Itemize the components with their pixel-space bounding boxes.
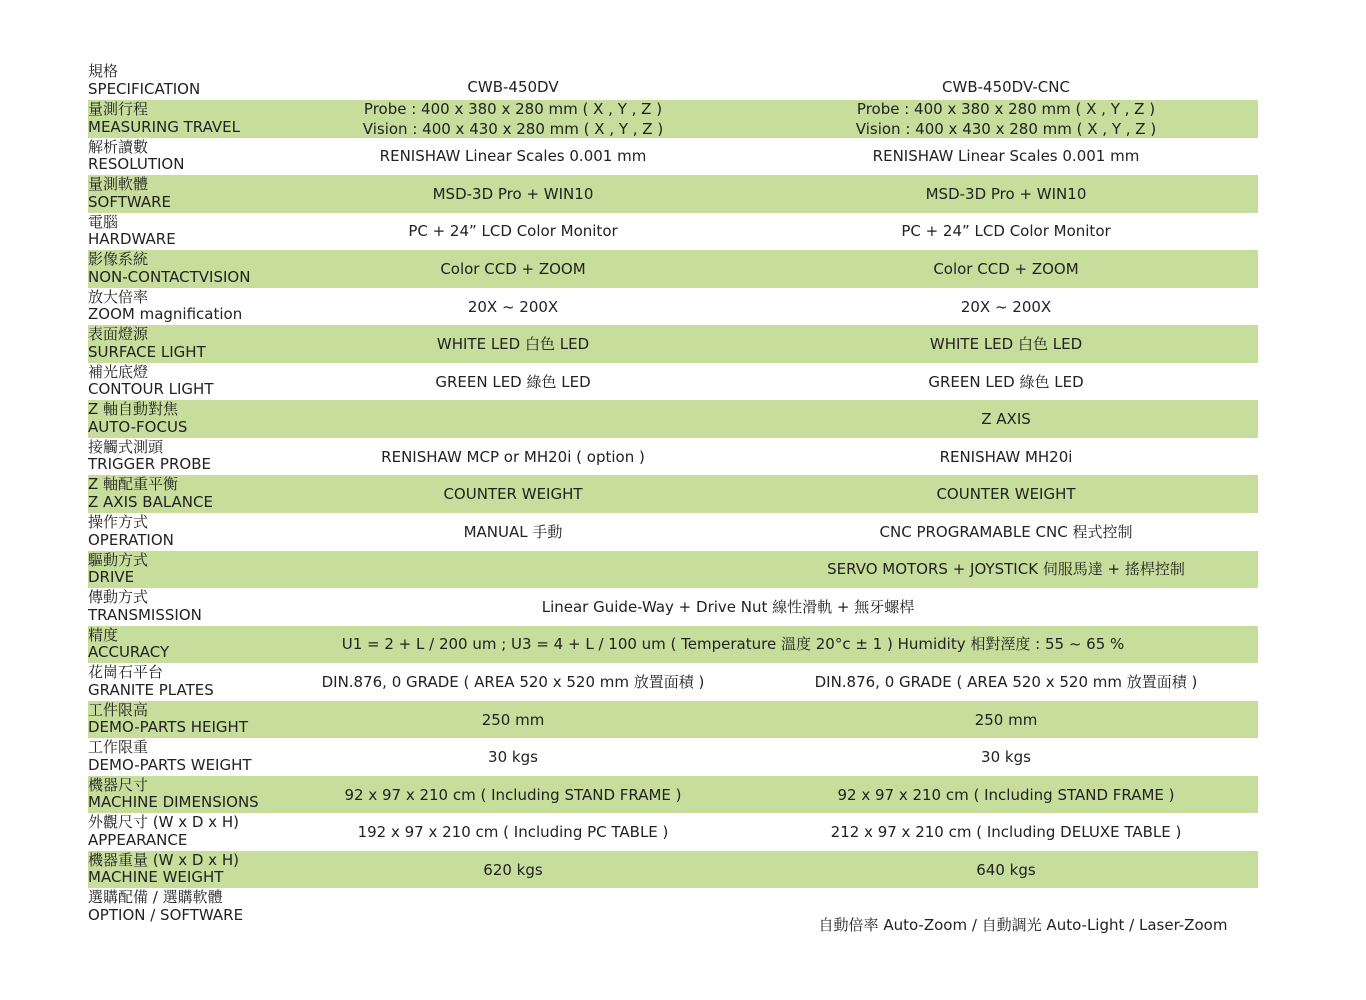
label-zh: 規格 xyxy=(88,62,119,80)
label-en: AUTO-FOCUS xyxy=(88,417,188,436)
label-zh: 放大倍率 xyxy=(88,287,149,306)
label-zh: 工件限高 xyxy=(88,700,149,719)
label-en: HARDWARE xyxy=(88,230,176,249)
table-row xyxy=(88,288,1258,326)
spec-value-model-1 xyxy=(278,138,748,176)
table-row xyxy=(88,100,1258,138)
row-label xyxy=(88,100,278,138)
label-zh: 選購配備 / 選購軟體 xyxy=(88,888,223,907)
spec-value-model-1 xyxy=(278,813,748,851)
row-label xyxy=(88,175,278,213)
spec-line: 212 x 97 x 210 cm ( Including DELUXE TABLE ) xyxy=(830,823,1182,842)
spec-line: PC + 24” LCD Color Monitor xyxy=(901,222,1111,241)
label-en: OPTION / SOFTWARE xyxy=(88,905,244,924)
spec-value-model-1 xyxy=(278,175,748,213)
spec-line: DIN.876, 0 GRADE ( AREA 520 x 520 mm 放置面積 ) xyxy=(321,672,705,691)
spec-line: MANUAL 手動 xyxy=(463,522,563,541)
table-row xyxy=(88,701,1258,739)
row-label xyxy=(88,250,278,288)
row-label xyxy=(88,551,278,589)
spec-line: 20X ~ 200X xyxy=(467,297,559,316)
spec-value-model-2 xyxy=(758,813,1254,851)
spec-line: PC + 24” LCD Color Monitor xyxy=(408,222,618,241)
label-en: MEASURING TRAVEL xyxy=(88,117,241,136)
spec-value-model-1 xyxy=(278,288,748,326)
spec-value-model-2 xyxy=(758,663,1254,701)
row-label xyxy=(88,288,278,326)
spec-value-model-1 xyxy=(278,551,748,589)
label-en: Z AXIS BALANCE xyxy=(88,492,213,511)
row-label xyxy=(88,701,278,739)
spec-line: Probe : 400 x 380 x 280 mm ( X , Y , Z ) xyxy=(363,99,663,118)
spec-value-model-1 xyxy=(278,325,748,363)
column-header-model-2: CWB-450DV-CNC xyxy=(942,78,1070,96)
spec-line: Vision : 400 x 430 x 280 mm ( X , Y , Z ) xyxy=(855,119,1157,138)
spec-value-model-1 xyxy=(278,213,748,251)
label-en: SOFTWARE xyxy=(88,192,172,211)
row-label xyxy=(88,851,278,889)
label-zh: 工作限重 xyxy=(88,738,149,757)
spec-value-model-2 xyxy=(768,888,1278,944)
spec-line: 620 kgs xyxy=(483,860,543,879)
spec-line: RENISHAW MH20i xyxy=(939,447,1073,466)
row-label xyxy=(88,62,278,100)
spec-line: 92 x 97 x 210 cm ( Including STAND FRAME ) xyxy=(344,785,682,804)
label-zh: 機器尺寸 xyxy=(88,775,149,794)
label-zh: 量測行程 xyxy=(88,100,149,118)
spec-value-model-1 xyxy=(278,663,748,701)
table-row xyxy=(88,776,1258,814)
spec-value-model-1 xyxy=(278,851,748,889)
spec-line: 192 x 97 x 210 cm ( Including PC TABLE ) xyxy=(357,823,669,842)
spec-value-model-2 xyxy=(758,701,1254,739)
label-zh: 補光底燈 xyxy=(88,362,149,381)
spec-line: Z AXIS xyxy=(981,410,1031,429)
label-en: SPECIFICATION xyxy=(88,79,201,98)
table-row xyxy=(88,138,1258,176)
row-label xyxy=(88,513,278,551)
spec-value-model-2 xyxy=(758,250,1254,288)
label-zh: 影像系統 xyxy=(88,250,149,269)
spec-line: 640 kgs xyxy=(976,860,1036,879)
row-label xyxy=(88,325,278,363)
spec-value-model-2 xyxy=(758,288,1254,326)
spec-line: WHITE LED 白色 LED xyxy=(929,335,1083,354)
spec-value-model-2 xyxy=(758,138,1254,176)
label-en: ZOOM magnification xyxy=(88,305,243,324)
row-label xyxy=(88,213,278,251)
spec-value-model-2 xyxy=(758,776,1254,814)
table-header-row xyxy=(88,62,1258,100)
label-en: MACHINE DIMENSIONS xyxy=(88,793,259,812)
table-row xyxy=(88,438,1258,476)
row-label xyxy=(88,663,278,701)
table-row xyxy=(88,588,1258,626)
row-label xyxy=(88,888,278,926)
table-row xyxy=(88,513,1258,551)
label-zh: Z 軸自動對焦 xyxy=(88,400,179,419)
spec-line: RENISHAW Linear Scales 0.001 mm xyxy=(872,147,1140,166)
label-zh: 外觀尺寸 (W x D x H) xyxy=(88,813,239,832)
spec-value-model-2 xyxy=(758,100,1254,138)
spec-value-model-1 xyxy=(278,100,748,138)
label-en: OPERATION xyxy=(88,530,174,549)
label-zh: 花崗石平台 xyxy=(88,663,164,682)
spec-line: Color CCD + ZOOM xyxy=(440,259,586,278)
spec-line: RENISHAW MCP or MH20i ( option ) xyxy=(381,447,645,466)
label-en: CONTOUR LIGHT xyxy=(88,380,214,399)
label-zh: Z 軸配重平衡 xyxy=(88,475,179,494)
spec-line: COUNTER WEIGHT xyxy=(936,485,1076,504)
label-en: ACCURACY xyxy=(88,643,170,662)
spec-value-model-2 xyxy=(758,325,1254,363)
table-row xyxy=(88,363,1258,401)
spec-value-model-1 xyxy=(278,475,748,513)
spec-value-model-2 xyxy=(758,400,1254,438)
spec-value-shared: U1 = 2 + L / 200 um ; U3 = 4 + L / 100 um ( Temperature 溫度 20°c ± 1 ) Humidity 相對溼度 : 55 ~ 65 % xyxy=(341,635,1125,654)
label-en: DEMO-PARTS HEIGHT xyxy=(88,718,248,737)
table-row xyxy=(88,400,1258,438)
label-zh: 表面燈源 xyxy=(88,325,149,344)
spec-line: Vision : 400 x 430 x 280 mm ( X , Y , Z ) xyxy=(362,119,664,138)
spec-line: Color CCD + ZOOM xyxy=(933,259,1079,278)
row-label xyxy=(88,138,278,176)
table-row xyxy=(88,626,1258,664)
table-row xyxy=(88,663,1258,701)
row-label xyxy=(88,813,278,851)
label-en: GRANITE PLATES xyxy=(88,680,214,699)
spec-value-model-2 xyxy=(758,363,1254,401)
spec-line: 20X ~ 200X xyxy=(960,297,1052,316)
table-row xyxy=(88,551,1258,589)
spec-line: MSD-3D Pro + WIN10 xyxy=(925,184,1087,203)
spec-value-model-1 xyxy=(278,888,748,926)
spec-value-model-1 xyxy=(278,438,748,476)
spec-table xyxy=(88,62,1258,935)
label-en: NON-CONTACTVISION xyxy=(88,267,251,286)
spec-value-shared: Linear Guide-Way + Drive Nut 線性滑軌 + 無牙螺桿 xyxy=(541,597,915,616)
spec-value-model-2 xyxy=(758,851,1254,889)
row-label xyxy=(88,626,278,664)
label-zh: 機器重量 (W x D x H) xyxy=(88,850,239,869)
row-label xyxy=(88,438,278,476)
spec-line: COUNTER WEIGHT xyxy=(443,485,583,504)
spec-line: GREEN LED 綠色 LED xyxy=(928,372,1084,391)
spec-value-model-1 xyxy=(278,363,748,401)
spec-value-model-2 xyxy=(758,175,1254,213)
spec-line: 250 mm xyxy=(974,710,1038,729)
row-label xyxy=(88,400,278,438)
label-en: SURFACE LIGHT xyxy=(88,342,206,361)
spec-value-model-2 xyxy=(758,513,1254,551)
label-zh: 精度 xyxy=(88,625,119,644)
spec-line: CNC PROGRAMABLE CNC 程式控制 xyxy=(879,522,1133,541)
spec-value-model-1 xyxy=(278,513,748,551)
spec-value-model-2 xyxy=(758,551,1254,589)
spec-value-model-1 xyxy=(278,738,748,776)
label-en: RESOLUTION xyxy=(88,155,185,174)
label-zh: 操作方式 xyxy=(88,513,149,532)
row-label xyxy=(88,738,278,776)
spec-value-model-2 xyxy=(758,213,1254,251)
table-row xyxy=(88,325,1258,363)
spec-value-model-1 xyxy=(278,776,748,814)
label-zh: 電腦 xyxy=(88,212,119,231)
spec-line: RENISHAW Linear Scales 0.001 mm xyxy=(379,147,647,166)
table-row xyxy=(88,175,1258,213)
column-header-model-1: CWB-450DV xyxy=(467,78,559,96)
row-label xyxy=(88,776,278,814)
spec-line: SERVO MOTORS + JOYSTICK 伺服馬達 + 搖桿控制 xyxy=(827,560,1185,579)
label-en: MACHINE WEIGHT xyxy=(88,868,224,887)
spec-line: Probe : 400 x 380 x 280 mm ( X , Y , Z ) xyxy=(856,99,1156,118)
label-zh: 傳動方式 xyxy=(88,588,149,607)
spec-line: 30 kgs xyxy=(488,748,538,767)
label-en: TRIGGER PROBE xyxy=(88,455,211,474)
label-en: DRIVE xyxy=(88,568,135,587)
table-row xyxy=(88,851,1258,889)
table-row xyxy=(88,250,1258,288)
table-row xyxy=(88,813,1258,851)
spec-line: 92 x 97 x 210 cm ( Including STAND FRAME ) xyxy=(837,785,1175,804)
table-row xyxy=(88,738,1258,776)
spec-value-model-2 xyxy=(758,475,1254,513)
spec-value-model-1 xyxy=(278,250,748,288)
label-en: TRANSMISSION xyxy=(88,605,202,624)
row-label xyxy=(88,475,278,513)
spec-line: GREEN LED 綠色 LED xyxy=(435,372,591,391)
label-en: APPEARANCE xyxy=(88,830,188,849)
spec-line: DIN.876, 0 GRADE ( AREA 520 x 520 mm 放置面積 ) xyxy=(814,672,1198,691)
label-zh: 接觸式測頭 xyxy=(88,437,164,456)
row-label xyxy=(88,588,278,626)
table-row xyxy=(88,213,1258,251)
spec-value-model-2 xyxy=(758,738,1254,776)
label-zh: 解析讀數 xyxy=(88,137,149,156)
spec-line: 250 mm xyxy=(481,710,545,729)
label-zh: 量測軟體 xyxy=(88,175,149,194)
label-en: DEMO-PARTS WEIGHT xyxy=(88,755,252,774)
spec-line: 自動倍率 Auto-Zoom / 自動調光 Auto-Light / Laser-Zoom xyxy=(818,916,1228,935)
row-label xyxy=(88,363,278,401)
label-zh: 驅動方式 xyxy=(88,550,149,569)
table-row xyxy=(88,475,1258,513)
spec-line: MSD-3D Pro + WIN10 xyxy=(432,184,594,203)
table-row xyxy=(88,888,1258,935)
spec-value-model-1 xyxy=(278,701,748,739)
spec-line: WHITE LED 白色 LED xyxy=(436,335,590,354)
spec-value-model-1 xyxy=(278,400,748,438)
spec-line: 30 kgs xyxy=(981,748,1031,767)
spec-value-model-2 xyxy=(758,438,1254,476)
